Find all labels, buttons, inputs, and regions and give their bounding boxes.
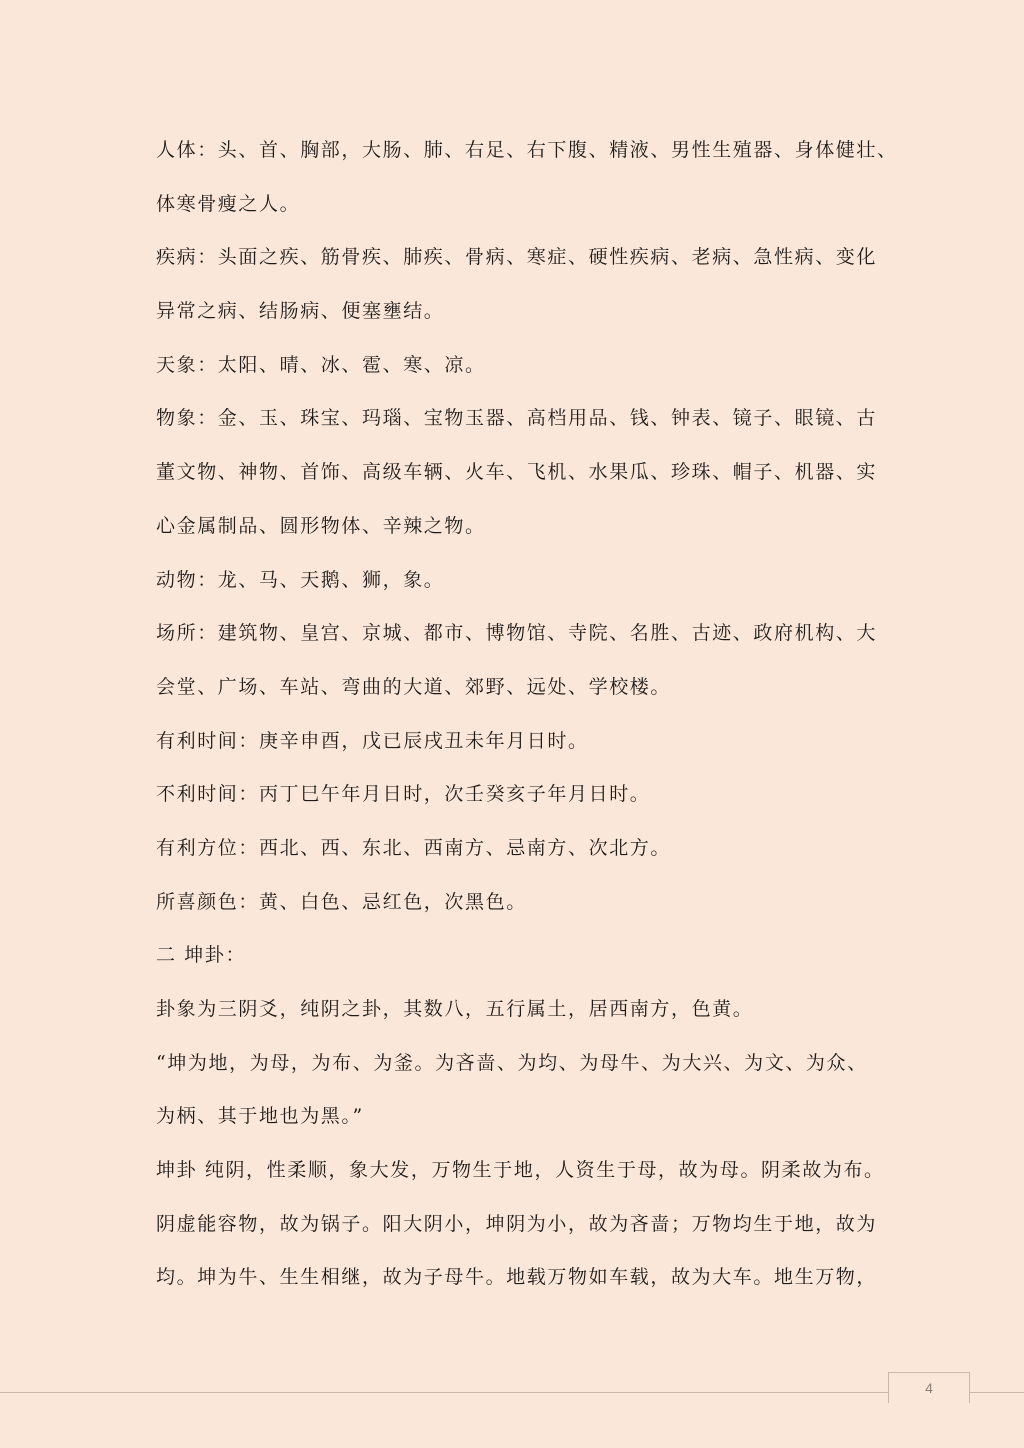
text-line: 卦象为三阴爻，纯阴之卦，其数八，五行属土，居西南方，色黄。 (156, 998, 754, 1020)
text-line: 所喜颜色：黄、白色、忌红色，次黑色。 (156, 890, 527, 913)
footer-rule (0, 1392, 1024, 1393)
text-line: 均。坤为牛、生生相继，故为子母牛。地载万物如车载，故为大车。地生万物， (156, 1266, 878, 1289)
page-number: 4 (888, 1372, 970, 1403)
text-line: 异常之病、结肠病、便塞壅结。 (156, 300, 445, 323)
text-line: 天象：太阳、晴、冰、雹、寒、凉。 (156, 353, 486, 376)
text-line: 动物：龙、马、天鹅、狮，象。 (156, 568, 445, 591)
text-line: 有利方位：西北、西、东北、西南方、忌南方、次北方。 (156, 836, 672, 859)
text-line: 有利时间：庚辛申酉，戊已辰戌丑未年月日时。 (156, 729, 589, 752)
text-line: 物象：金、玉、珠宝、玛瑙、宝物玉器、高档用品、钱、钟表、镜子、眼镜、古 (156, 407, 878, 430)
section-heading: 二 坤卦： (156, 944, 247, 967)
text-line: 心金属制品、圆形物体、辛辣之物。 (156, 514, 486, 537)
text-line: 场所：建筑物、皇宫、京城、都市、博物馆、寺院、名胜、古迹、政府机构、大 (156, 622, 878, 645)
text-line: 坤卦 纯阴，性柔顺，象大发，万物生于地，人资生于母，故为母。阴柔故为布。 (156, 1159, 885, 1182)
text-line: 为柄、其于地也为黑。” (156, 1105, 364, 1128)
text-line: 不利时间：丙丁巳午年月日时，次壬癸亥子年月日时。 (156, 783, 651, 806)
text-line: 体寒骨瘦之人。 (156, 192, 301, 215)
document-body (156, 124, 898, 1305)
text-line: 疾病：头面之疾、筋骨疾、肺疾、骨病、寒症、硬性疾病、老病、急性病、变化 (156, 246, 878, 269)
text-line: 人体：头、首、胸部，大肠、肺、右足、右下腹、精液、男性生殖器、身体健壮、 (156, 139, 898, 161)
text-line: 董文物、神物、首饰、高级车辆、火车、飞机、水果瓜、珍珠、帽子、机器、实 (156, 461, 878, 484)
text-line: 会堂、广场、车站、弯曲的大道、郊野、远处、学校楼。 (156, 675, 672, 698)
text-line: 阴虚能容物，故为锅子。阳大阴小，坤阴为小，故为吝啬；万物均生于地，故为 (156, 1212, 878, 1235)
text-line: “坤为地，为母，为布、为釜。为吝啬、为均、为母牛、为大兴、为文、为众、 (156, 1051, 868, 1074)
